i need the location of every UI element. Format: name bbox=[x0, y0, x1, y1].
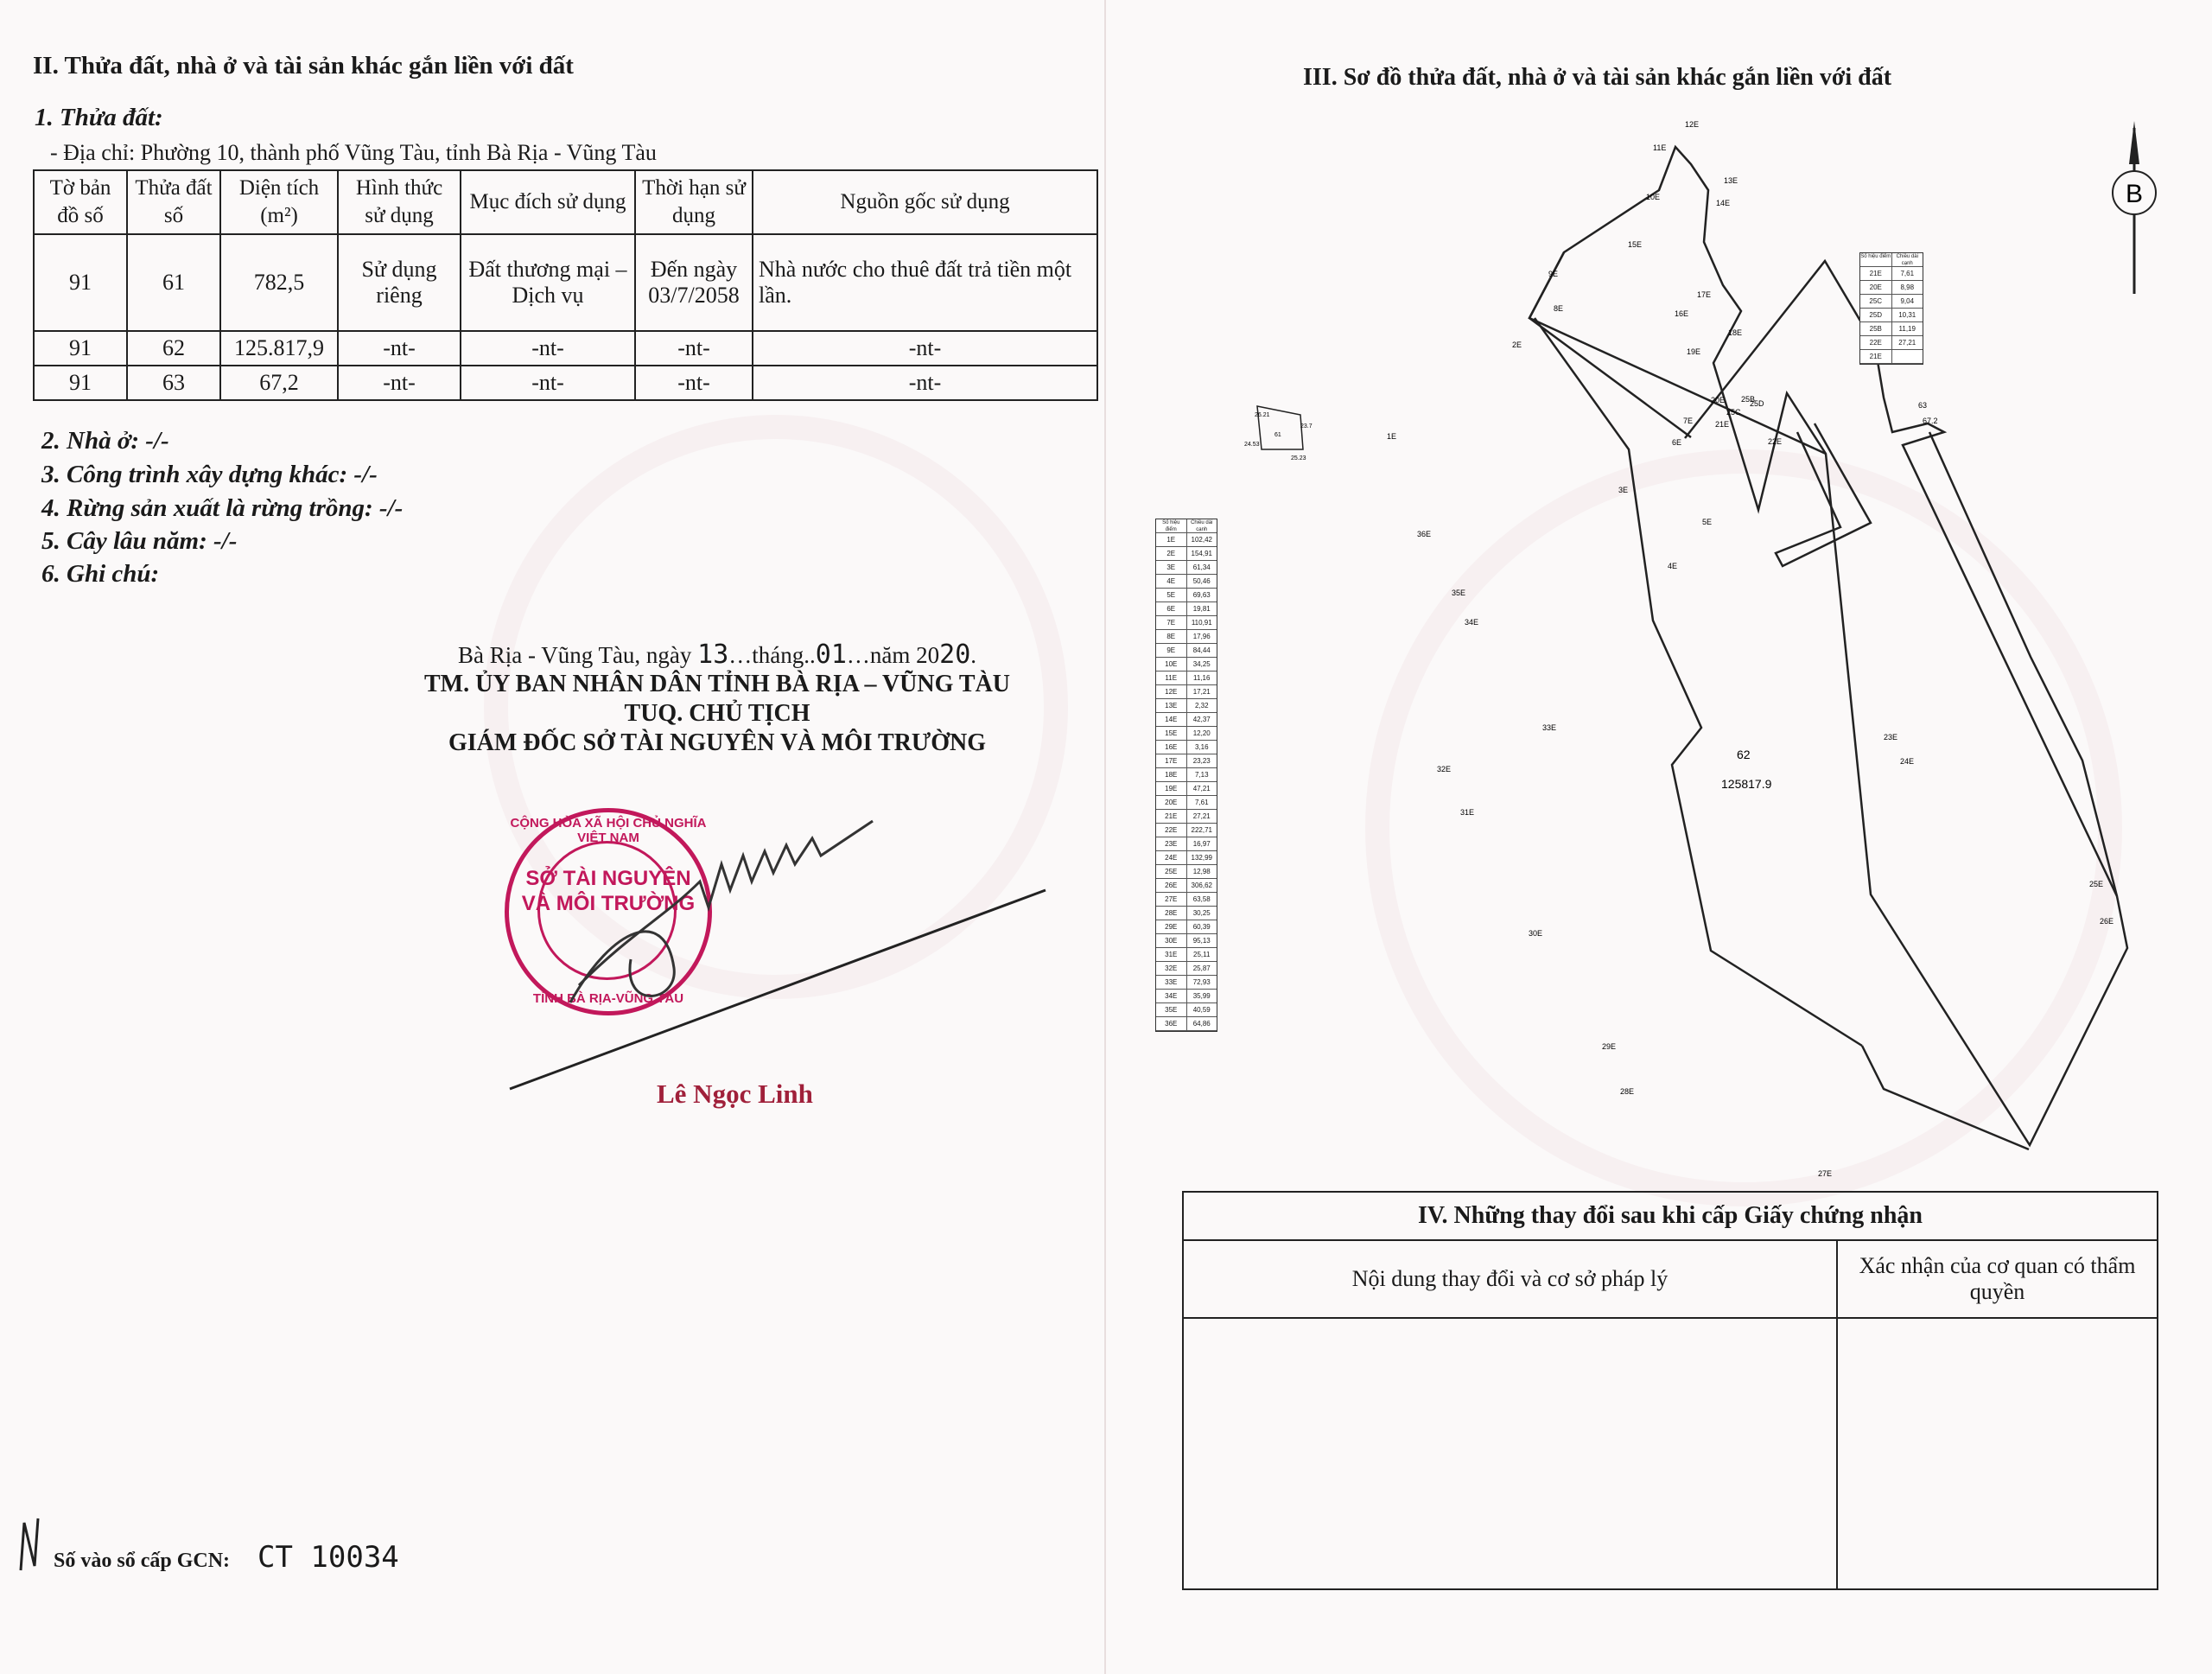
coord-length: 27,21 bbox=[1898, 339, 1916, 347]
coord-length: 12,20 bbox=[1192, 729, 1211, 737]
coord-row bbox=[1156, 561, 1217, 575]
cell-term: Đến ngày 03/7/2058 bbox=[635, 234, 753, 331]
cell-area: 125.817,9 bbox=[220, 331, 338, 366]
coord-row bbox=[1156, 796, 1217, 810]
vertex-label: 29E bbox=[1602, 1042, 1617, 1051]
signature-block bbox=[406, 640, 1028, 758]
vertex-label: 1E bbox=[1387, 432, 1397, 441]
coord-point: 20E bbox=[1156, 796, 1187, 809]
coord-point: 7E bbox=[1156, 616, 1187, 629]
coord-length: 30,25 bbox=[1192, 909, 1211, 917]
date-year-label: năm 20 bbox=[869, 642, 940, 668]
coord-row bbox=[1156, 672, 1217, 685]
coord-row bbox=[1156, 589, 1217, 602]
parcel-62-west bbox=[1535, 318, 1862, 1046]
inset-dim: 23.7 bbox=[1300, 423, 1313, 430]
col1-header: Nội dung thay đổi và cơ sở pháp lý bbox=[1183, 1240, 1837, 1318]
coord-length: 17,96 bbox=[1192, 633, 1211, 640]
coord-row bbox=[1156, 616, 1217, 630]
vertex-label: 35E bbox=[1452, 589, 1466, 597]
coord-length: 11,16 bbox=[1193, 674, 1211, 682]
seal-center: SỞ TÀI NGUYÊN VÀ MÔI TRƯỜNG bbox=[521, 867, 696, 915]
coord-header: Số hiệu điểm bbox=[1156, 519, 1187, 532]
cell-form: -nt- bbox=[338, 366, 461, 400]
coord-row bbox=[1156, 1003, 1217, 1017]
cell-sheet: 91 bbox=[34, 234, 127, 331]
vertex-label: 22E bbox=[1768, 437, 1783, 446]
coord-row bbox=[1156, 824, 1217, 837]
coord-point: 25B bbox=[1860, 322, 1892, 335]
inset-dim: 24.53 bbox=[1244, 442, 1260, 448]
table-row bbox=[34, 234, 1097, 331]
col-header: Tờ bản đồ số bbox=[34, 170, 127, 234]
table-header-row bbox=[34, 170, 1097, 234]
org-line2: TUQ. CHỦ TỊCH bbox=[624, 700, 810, 727]
coord-table-main bbox=[1155, 519, 1217, 1032]
coord-point: 25E bbox=[1156, 865, 1187, 878]
coord-length: 17,21 bbox=[1192, 688, 1211, 696]
vertex-label: 26E bbox=[2100, 917, 2114, 926]
coord-length: 35,99 bbox=[1192, 992, 1211, 1000]
signature-strokes bbox=[493, 804, 1097, 1106]
section2-title: II. Thửa đất, nhà ở và tài sản khác gắn liền với đất bbox=[33, 52, 574, 80]
cell-parcel: 63 bbox=[127, 366, 220, 400]
north-label: B bbox=[2125, 180, 2144, 208]
cell-purpose: -nt- bbox=[461, 331, 635, 366]
coord-length: 16,97 bbox=[1192, 840, 1211, 848]
cell-origin: Nhà nước cho thuê đất trả tiền một lần. bbox=[753, 234, 1097, 331]
coord-point: 23E bbox=[1156, 837, 1187, 850]
vertex-label: 14E bbox=[1716, 199, 1731, 207]
coord-length: 25,87 bbox=[1192, 964, 1211, 972]
coord-point: 8E bbox=[1156, 630, 1187, 643]
coord-length: 27,21 bbox=[1192, 812, 1211, 820]
col-header: Hình thức sử dụng bbox=[338, 170, 461, 234]
vertex-label: 20E bbox=[1711, 396, 1726, 404]
coord-point: 30E bbox=[1156, 934, 1187, 947]
coord-row bbox=[1156, 976, 1217, 990]
handwritten-mark bbox=[12, 1514, 47, 1575]
coord-point: 15E bbox=[1156, 727, 1187, 740]
coord-length: 72,93 bbox=[1192, 978, 1211, 986]
coord-point: 35E bbox=[1156, 1003, 1187, 1016]
col2-header: Xác nhận của cơ quan có thẩm quyền bbox=[1837, 1240, 2158, 1318]
inset-dim: 25.23 bbox=[1291, 455, 1306, 461]
parcel-63-area: 67.2 bbox=[1923, 417, 1938, 425]
perennial-item: 5. Cây lâu năm: -/- bbox=[41, 527, 238, 555]
vertex-label: 9E bbox=[1548, 270, 1559, 278]
inset-dim: 26.21 bbox=[1255, 412, 1270, 418]
coord-point: 21E bbox=[1156, 810, 1187, 823]
coord-row bbox=[1156, 920, 1217, 934]
coord-header-row bbox=[1860, 253, 1923, 267]
parcel-63-label: 63 bbox=[1918, 401, 1928, 410]
changes-content bbox=[1183, 1318, 1837, 1589]
coord-row bbox=[1156, 879, 1217, 893]
seal-ring-top: CỘNG HÒA XÃ HỘI CHỦ NGHĨA VIỆT NAM bbox=[510, 816, 707, 845]
cell-purpose: Đất thương mại – Dịch vụ bbox=[461, 234, 635, 331]
coord-point: 4E bbox=[1156, 575, 1187, 588]
coord-length: 11,19 bbox=[1898, 325, 1916, 333]
coord-point: 36E bbox=[1156, 1017, 1187, 1030]
forest-item: 4. Rừng sản xuất là rừng trồng: -/- bbox=[41, 494, 404, 522]
coord-point: 12E bbox=[1156, 685, 1187, 698]
vertex-label: 16E bbox=[1675, 309, 1689, 318]
coord-row bbox=[1860, 350, 1923, 364]
coord-row bbox=[1860, 309, 1923, 322]
vertex-labels bbox=[1387, 120, 2113, 1178]
col-header: Thửa đất số bbox=[127, 170, 220, 234]
coord-point: 21E bbox=[1860, 350, 1892, 363]
coord-header: Chiều dài cạnh bbox=[1896, 254, 1918, 266]
sign-date: Bà Rịa - Vũng Tàu, ngày 13…tháng..01…năm 2020. bbox=[457, 640, 977, 670]
vertex-label: 12E bbox=[1685, 120, 1700, 129]
right-page bbox=[1106, 0, 2212, 1674]
cell-origin: -nt- bbox=[753, 366, 1097, 400]
vertex-label: 34E bbox=[1465, 618, 1479, 627]
coord-length: 10,31 bbox=[1898, 311, 1916, 319]
coord-length: 222,71 bbox=[1191, 826, 1212, 834]
vertex-label: 21E bbox=[1715, 420, 1730, 429]
vertex-label: 10E bbox=[1646, 193, 1661, 201]
vertex-label: 25B bbox=[1741, 395, 1756, 404]
coord-point: 25D bbox=[1860, 309, 1892, 321]
coord-row bbox=[1156, 851, 1217, 865]
coord-length: 60,39 bbox=[1192, 923, 1211, 931]
table-row bbox=[34, 331, 1097, 366]
coord-row bbox=[1156, 658, 1217, 672]
coord-row bbox=[1156, 893, 1217, 907]
section3-title: III. Sơ đồ thửa đất, nhà ở và tài sản khác gắn liền với đất bbox=[1303, 64, 1892, 91]
section4-title: IV. Những thay đổi sau khi cấp Giấy chứng nhận bbox=[1183, 1192, 2158, 1240]
coord-header: Chiều dài cạnh bbox=[1191, 520, 1213, 532]
parcel-62-east bbox=[1929, 432, 2117, 896]
vertex-label: 17E bbox=[1697, 290, 1712, 299]
coord-row bbox=[1860, 267, 1923, 281]
inset-parcel bbox=[1244, 406, 1313, 461]
coord-point: 29E bbox=[1156, 920, 1187, 933]
gcn-label: Số vào sổ cấp GCN: bbox=[54, 1550, 231, 1572]
coord-point: 9E bbox=[1156, 644, 1187, 657]
cell-term: -nt- bbox=[635, 331, 753, 366]
coord-point: 14E bbox=[1156, 713, 1187, 726]
coord-row bbox=[1860, 295, 1923, 309]
construction-item: 3. Công trình xây dựng khác: -/- bbox=[41, 461, 378, 488]
vertex-label: 32E bbox=[1437, 765, 1452, 773]
coord-length: 8,98 bbox=[1900, 283, 1915, 291]
coord-length: 7,61 bbox=[1900, 270, 1915, 277]
changes-confirmation bbox=[1837, 1318, 2158, 1589]
vertex-label: 25D bbox=[1750, 399, 1764, 408]
vertex-label: 18E bbox=[1728, 328, 1743, 337]
date-month-label: tháng bbox=[752, 642, 804, 668]
coord-row bbox=[1860, 336, 1923, 350]
vertex-label: 2E bbox=[1512, 341, 1522, 349]
date-year: 20 bbox=[939, 640, 971, 670]
coord-header-row bbox=[1156, 519, 1217, 533]
coord-point: 11E bbox=[1156, 672, 1187, 684]
parcel-62-label: 62 bbox=[1737, 748, 1751, 761]
coord-point: 1E bbox=[1156, 533, 1187, 546]
coord-row bbox=[1156, 837, 1217, 851]
org-line1: TM. ỦY BAN NHÂN DÂN TỈNH BÀ RỊA – VŨNG TÀU bbox=[423, 671, 1011, 697]
coord-point: 2E bbox=[1156, 547, 1187, 560]
cell-area: 782,5 bbox=[220, 234, 338, 331]
house-item: 2. Nhà ở: -/- bbox=[41, 427, 169, 455]
coord-row bbox=[1156, 644, 1217, 658]
cell-form: Sử dụng riêng bbox=[338, 234, 461, 331]
vertex-label: 8E bbox=[1554, 304, 1564, 313]
vertex-label: 15E bbox=[1628, 240, 1643, 249]
vertex-label: 25E bbox=[2089, 880, 2104, 888]
coord-row bbox=[1156, 990, 1217, 1003]
coord-row bbox=[1156, 1017, 1217, 1031]
parcel-62-area: 125817.9 bbox=[1721, 777, 1772, 791]
vertex-label: 6E bbox=[1672, 438, 1682, 447]
vertex-label: 13E bbox=[1724, 176, 1738, 185]
vertex-label: 36E bbox=[1417, 530, 1432, 538]
coord-length: 132,99 bbox=[1191, 854, 1212, 862]
address: - Địa chỉ: Phường 10, thành phố Vũng Tàu, tỉnh Bà Rịa - Vũng Tàu bbox=[50, 140, 657, 165]
coord-length: 61,34 bbox=[1192, 563, 1211, 571]
coord-row bbox=[1156, 962, 1217, 976]
coord-length: 306,62 bbox=[1191, 882, 1212, 889]
coord-row bbox=[1156, 768, 1217, 782]
coord-point: 22E bbox=[1860, 336, 1892, 349]
coord-length: 2,32 bbox=[1194, 702, 1209, 710]
coord-row bbox=[1156, 948, 1217, 962]
col-header: Mục đích sử dụng bbox=[461, 170, 635, 234]
north-arrow bbox=[2113, 121, 2156, 294]
coord-header: Số hiệu điểm bbox=[1860, 253, 1892, 266]
vertex-label: 33E bbox=[1542, 723, 1557, 732]
cell-term: -nt- bbox=[635, 366, 753, 400]
parcel-62-south bbox=[1862, 1046, 2029, 1149]
coord-length: 25,11 bbox=[1193, 951, 1211, 958]
coord-point: 18E bbox=[1156, 768, 1187, 781]
vertex-label: 7E bbox=[1683, 417, 1694, 425]
parcel-main-outline bbox=[1529, 252, 1826, 454]
coord-length: 7,13 bbox=[1194, 771, 1209, 779]
coord-length: 50,46 bbox=[1192, 577, 1211, 585]
changes-table bbox=[1182, 1191, 2158, 1590]
coord-point: 25C bbox=[1860, 295, 1892, 308]
coord-row bbox=[1156, 602, 1217, 616]
coord-length: 63,58 bbox=[1192, 895, 1211, 903]
coord-point: 6E bbox=[1156, 602, 1187, 615]
col-header: Nguồn gốc sử dụng bbox=[753, 170, 1097, 234]
coord-length: 154,91 bbox=[1191, 550, 1212, 557]
coord-length: 3,16 bbox=[1194, 743, 1209, 751]
vertex-label: 30E bbox=[1529, 929, 1543, 938]
parcel-heading: 1. Thửa đất: bbox=[35, 104, 163, 131]
cell-parcel: 62 bbox=[127, 331, 220, 366]
signer-name: Lê Ngọc Linh bbox=[657, 1079, 813, 1109]
parcel-62-boundary bbox=[1529, 147, 2127, 1145]
coord-point: 16E bbox=[1156, 741, 1187, 754]
coord-point: 20E bbox=[1860, 281, 1892, 294]
vertex-label: 5E bbox=[1702, 518, 1713, 526]
parcel-61-boundary bbox=[1776, 423, 1871, 566]
coord-point: 31E bbox=[1156, 948, 1187, 961]
coord-length: 42,37 bbox=[1192, 716, 1211, 723]
coord-length: 47,21 bbox=[1192, 785, 1211, 792]
vertex-label: 19E bbox=[1687, 347, 1701, 356]
gcn-number: CT 10034 bbox=[257, 1540, 399, 1575]
coord-point: 28E bbox=[1156, 907, 1187, 920]
coord-row bbox=[1156, 934, 1217, 948]
coord-row bbox=[1156, 741, 1217, 754]
coord-point: 26E bbox=[1156, 879, 1187, 892]
coord-row bbox=[1156, 713, 1217, 727]
coord-row bbox=[1156, 575, 1217, 589]
coord-length: 23,23 bbox=[1192, 757, 1211, 765]
coord-point: 22E bbox=[1156, 824, 1187, 837]
coord-row bbox=[1156, 630, 1217, 644]
coord-row bbox=[1156, 727, 1217, 741]
coord-row bbox=[1156, 782, 1217, 796]
vertex-label: 27E bbox=[1818, 1169, 1833, 1178]
coord-length: 95,13 bbox=[1192, 937, 1211, 945]
date-prefix: Bà Rịa - Vũng Tàu, ngày bbox=[457, 642, 692, 668]
note-item: 6. Ghi chú: bbox=[41, 560, 160, 588]
vertex-label: 23E bbox=[1884, 733, 1898, 742]
coord-length: 12,98 bbox=[1192, 868, 1211, 875]
col-header: Diện tích (m²) bbox=[220, 170, 338, 234]
vertex-label: 25C bbox=[1726, 408, 1741, 417]
vertex-label: 4E bbox=[1668, 562, 1678, 570]
table-row bbox=[34, 366, 1097, 400]
vertex-label: 28E bbox=[1620, 1087, 1635, 1096]
coord-length: 40,59 bbox=[1192, 1006, 1211, 1014]
cell-sheet: 91 bbox=[34, 366, 127, 400]
coord-point: 3E bbox=[1156, 561, 1187, 574]
cell-purpose: -nt- bbox=[461, 366, 635, 400]
coord-row bbox=[1860, 322, 1923, 336]
coord-length: 64,86 bbox=[1192, 1020, 1211, 1028]
col-header: Thời hạn sử dụng bbox=[635, 170, 753, 234]
cell-form: -nt- bbox=[338, 331, 461, 366]
coord-row bbox=[1860, 281, 1923, 295]
coord-point: 10E bbox=[1156, 658, 1187, 671]
coord-length bbox=[1892, 350, 1923, 363]
coord-point: 17E bbox=[1156, 754, 1187, 767]
coord-length: 102,42 bbox=[1191, 536, 1212, 544]
org-line3: GIÁM ĐỐC SỞ TÀI NGUYÊN VÀ MÔI TRƯỜNG bbox=[448, 729, 986, 756]
date-month: 01 bbox=[815, 640, 847, 670]
coord-length: 110,91 bbox=[1191, 619, 1212, 627]
land-table bbox=[33, 169, 1098, 401]
coord-point: 5E bbox=[1156, 589, 1187, 601]
coord-length: 7,61 bbox=[1194, 799, 1209, 806]
vertex-label: 3E bbox=[1618, 486, 1629, 494]
coord-point: 33E bbox=[1156, 976, 1187, 989]
coord-row bbox=[1156, 907, 1217, 920]
coord-point: 32E bbox=[1156, 962, 1187, 975]
inset-label: 61 bbox=[1274, 432, 1281, 438]
coord-length: 19,81 bbox=[1192, 605, 1211, 613]
coord-length: 9,04 bbox=[1900, 297, 1915, 305]
coord-length: 84,44 bbox=[1192, 646, 1211, 654]
coord-row bbox=[1156, 754, 1217, 768]
cell-area: 67,2 bbox=[220, 366, 338, 400]
coord-row bbox=[1156, 533, 1217, 547]
coord-row bbox=[1156, 699, 1217, 713]
coord-point: 19E bbox=[1156, 782, 1187, 795]
cell-origin: -nt- bbox=[753, 331, 1097, 366]
vertex-label: 24E bbox=[1900, 757, 1915, 766]
coord-row bbox=[1156, 685, 1217, 699]
cell-parcel: 61 bbox=[127, 234, 220, 331]
coord-table-small bbox=[1859, 252, 1923, 365]
coord-point: 34E bbox=[1156, 990, 1187, 1002]
coord-length: 69,63 bbox=[1192, 591, 1211, 599]
seal-ring-bottom: TỈNH BÀ RỊA-VŨNG TÀU bbox=[532, 991, 684, 1006]
coord-point: 24E bbox=[1156, 851, 1187, 864]
parcel-map bbox=[1106, 0, 2212, 1210]
date-day: 13 bbox=[697, 640, 729, 670]
cell-sheet: 91 bbox=[34, 331, 127, 366]
vertex-label: 31E bbox=[1460, 808, 1475, 817]
coord-row bbox=[1156, 865, 1217, 879]
coord-length: 34,25 bbox=[1192, 660, 1211, 668]
coord-point: 21E bbox=[1860, 267, 1892, 280]
coord-row bbox=[1156, 810, 1217, 824]
coord-row bbox=[1156, 547, 1217, 561]
coord-point: 27E bbox=[1156, 893, 1187, 906]
coord-point: 13E bbox=[1156, 699, 1187, 712]
vertex-label: 11E bbox=[1653, 143, 1667, 152]
